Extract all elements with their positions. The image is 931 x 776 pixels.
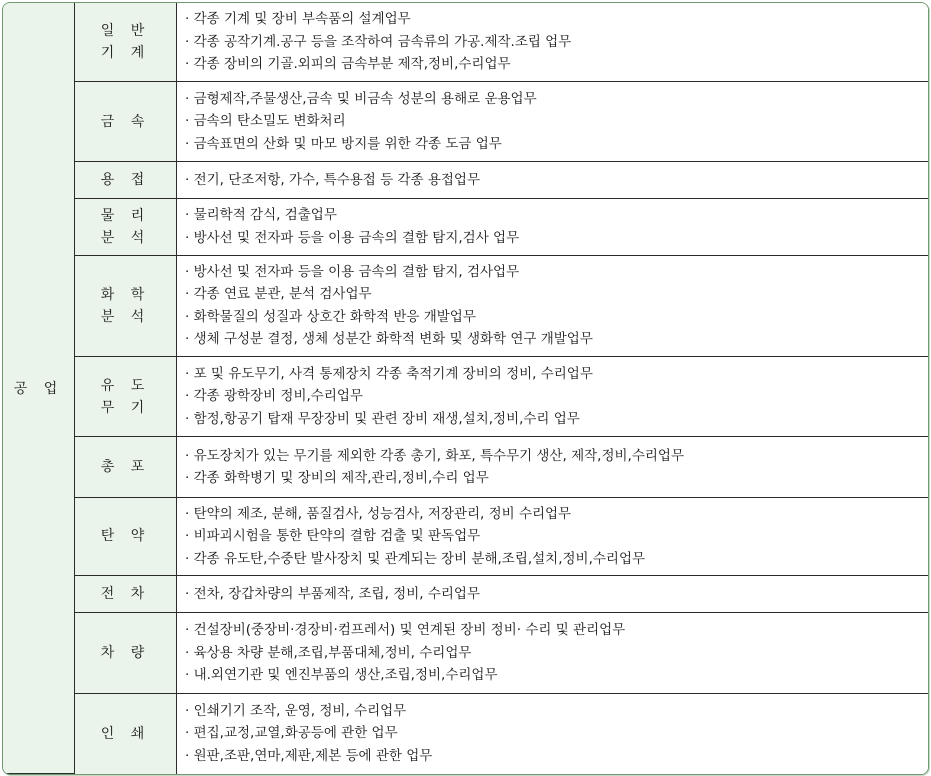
table-row (3, 613, 928, 693)
table-row (3, 162, 928, 199)
specialty-name: 탄 약 (100, 528, 151, 545)
specialty-name: 물 리 (100, 207, 151, 224)
specialty-cell (75, 693, 177, 773)
duty-cell (177, 81, 929, 161)
duty-cell (177, 693, 929, 773)
duty-item: · 인쇄기기 조작, 운영, 정비, 수리업무 (185, 702, 407, 719)
duty-item: · 유도장치가 있는 무기를 제외한 각종 총기, 화포, 특수무기 생산, 제작,정비,수리업무 (185, 447, 685, 464)
specialty-cell (75, 613, 177, 693)
specialty-cell (75, 3, 177, 81)
duty-cell (177, 162, 929, 199)
table-row (3, 437, 928, 497)
duty-item: · 금속표면의 산화 및 마모 방지를 위한 각종 도금 업무 (185, 135, 502, 152)
table-row (3, 693, 928, 773)
specialty-cell (75, 162, 177, 199)
table-row (3, 357, 928, 437)
duty-item: · 원판,조판,연마,제판,제본 등에 관한 업무 (185, 747, 433, 764)
duty-item: · 포 및 유도무기, 사격 통제장치 각종 축적기계 장비의 정비, 수리업무 (185, 365, 593, 382)
table-row (3, 81, 928, 161)
duty-cell (177, 357, 929, 437)
specialty-cell (75, 497, 177, 575)
duty-item: · 방사선 및 전자파 등을 이용 금속의 결함 탐지,검사 업무 (185, 229, 520, 246)
duty-item: · 편집,교정,교열,화공등에 관한 업무 (185, 725, 398, 742)
duty-item: · 육상용 차량 분해,조립,부품대체,정비, 수리업무 (185, 644, 472, 661)
specialty-name: 총 포 (100, 459, 151, 476)
duty-item: · 각종 기계 및 장비 부속품의 설계업무 (185, 11, 411, 28)
specialty-cell (75, 81, 177, 161)
duty-item: · 각종 공작기계.공구 등을 조작하여 금속류의 가공.제작.조립 업무 (185, 33, 572, 50)
duty-item: · 비파괴시험을 통한 탄약의 결함 검출 및 판독업무 (185, 528, 481, 545)
duty-cell (177, 437, 929, 497)
duty-item: · 탄약의 제조, 분해, 품질검사, 성능검사, 저장관리, 정비 수리업무 (185, 505, 572, 522)
duty-item: · 각종 연료 분관, 분석 검사업무 (185, 286, 372, 303)
duty-cell (177, 497, 929, 575)
duty-item: · 함정,항공기 탑재 무장장비 및 관련 장비 재생,설치,정비,수리 업무 (185, 410, 580, 427)
job-table (3, 3, 928, 774)
duty-item: · 전기, 단조저항, 가수, 특수용접 등 각종 용접업무 (185, 172, 480, 189)
duty-item: · 방사선 및 전자파 등을 이용 금속의 결함 탐지, 검사업무 (185, 263, 520, 280)
table-row (3, 199, 928, 255)
specialty-cell (75, 437, 177, 497)
specialty-cell (75, 576, 177, 613)
specialty-name: 인 쇄 (100, 725, 151, 742)
duty-item: · 물리학적 감식, 검출업무 (185, 207, 337, 224)
duty-item: · 금형제작,주물생산,금속 및 비금속 성분의 용해로 운용업무 (185, 90, 537, 107)
duty-item: · 금속의 탄소밀도 변화처리 (185, 113, 346, 130)
specialty-cell (75, 255, 177, 356)
table-row (3, 576, 928, 613)
specialty-name: 금 속 (100, 113, 151, 130)
duty-item: · 각종 광학장비 정비,수리업무 (185, 388, 363, 405)
table-row (3, 3, 928, 81)
job-table-frame (2, 2, 929, 775)
category-cell: 공 업 (3, 3, 75, 774)
specialty-name: 일 반 (100, 22, 151, 39)
job-table-body (3, 3, 928, 774)
duty-cell (177, 613, 929, 693)
specialty-name: 유 도 (100, 377, 151, 394)
specialty-name: 분 석 (100, 308, 151, 325)
duty-item: · 각종 화학병기 및 장비의 제작,관리,정비,수리 업무 (185, 470, 489, 487)
duty-item: · 건설장비(중장비·경장비·컴프레서) 및 연계된 장비 정비· 수리 및 관리업무 (185, 622, 626, 639)
specialty-name: 용 접 (100, 172, 151, 189)
duty-cell (177, 3, 929, 81)
specialty-cell (75, 357, 177, 437)
specialty-name: 차 량 (100, 644, 151, 661)
table-row (3, 255, 928, 356)
duty-item: · 화학물질의 성질과 상호간 화학적 반응 개발업무 (185, 308, 476, 325)
duty-item: · 각종 장비의 기골.외피의 금속부분 제작,정비,수리업무 (185, 56, 511, 73)
specialty-name: 기 계 (100, 44, 151, 61)
duty-cell (177, 199, 929, 255)
specialty-name: 무 기 (100, 399, 151, 416)
duty-item: · 생체 구성분 결정, 생체 성분간 화학적 변화 및 생화학 연구 개발업무 (185, 331, 593, 348)
table-row (3, 497, 928, 575)
specialty-name: 화 학 (100, 286, 151, 303)
specialty-cell (75, 199, 177, 255)
duty-cell (177, 576, 929, 613)
duty-cell (177, 255, 929, 356)
duty-item: · 각종 유도탄,수중탄 발사장치 및 관계되는 장비 분해,조립,설치,정비,수리업무 (185, 550, 646, 567)
specialty-name: 전 차 (100, 586, 151, 603)
duty-item: · 전차, 장갑차량의 부품제작, 조립, 정비, 수리업무 (185, 585, 480, 602)
duty-item: · 내.외연기관 및 엔진부품의 생산,조립,정비,수리업무 (185, 667, 498, 684)
specialty-name: 분 석 (100, 229, 151, 246)
